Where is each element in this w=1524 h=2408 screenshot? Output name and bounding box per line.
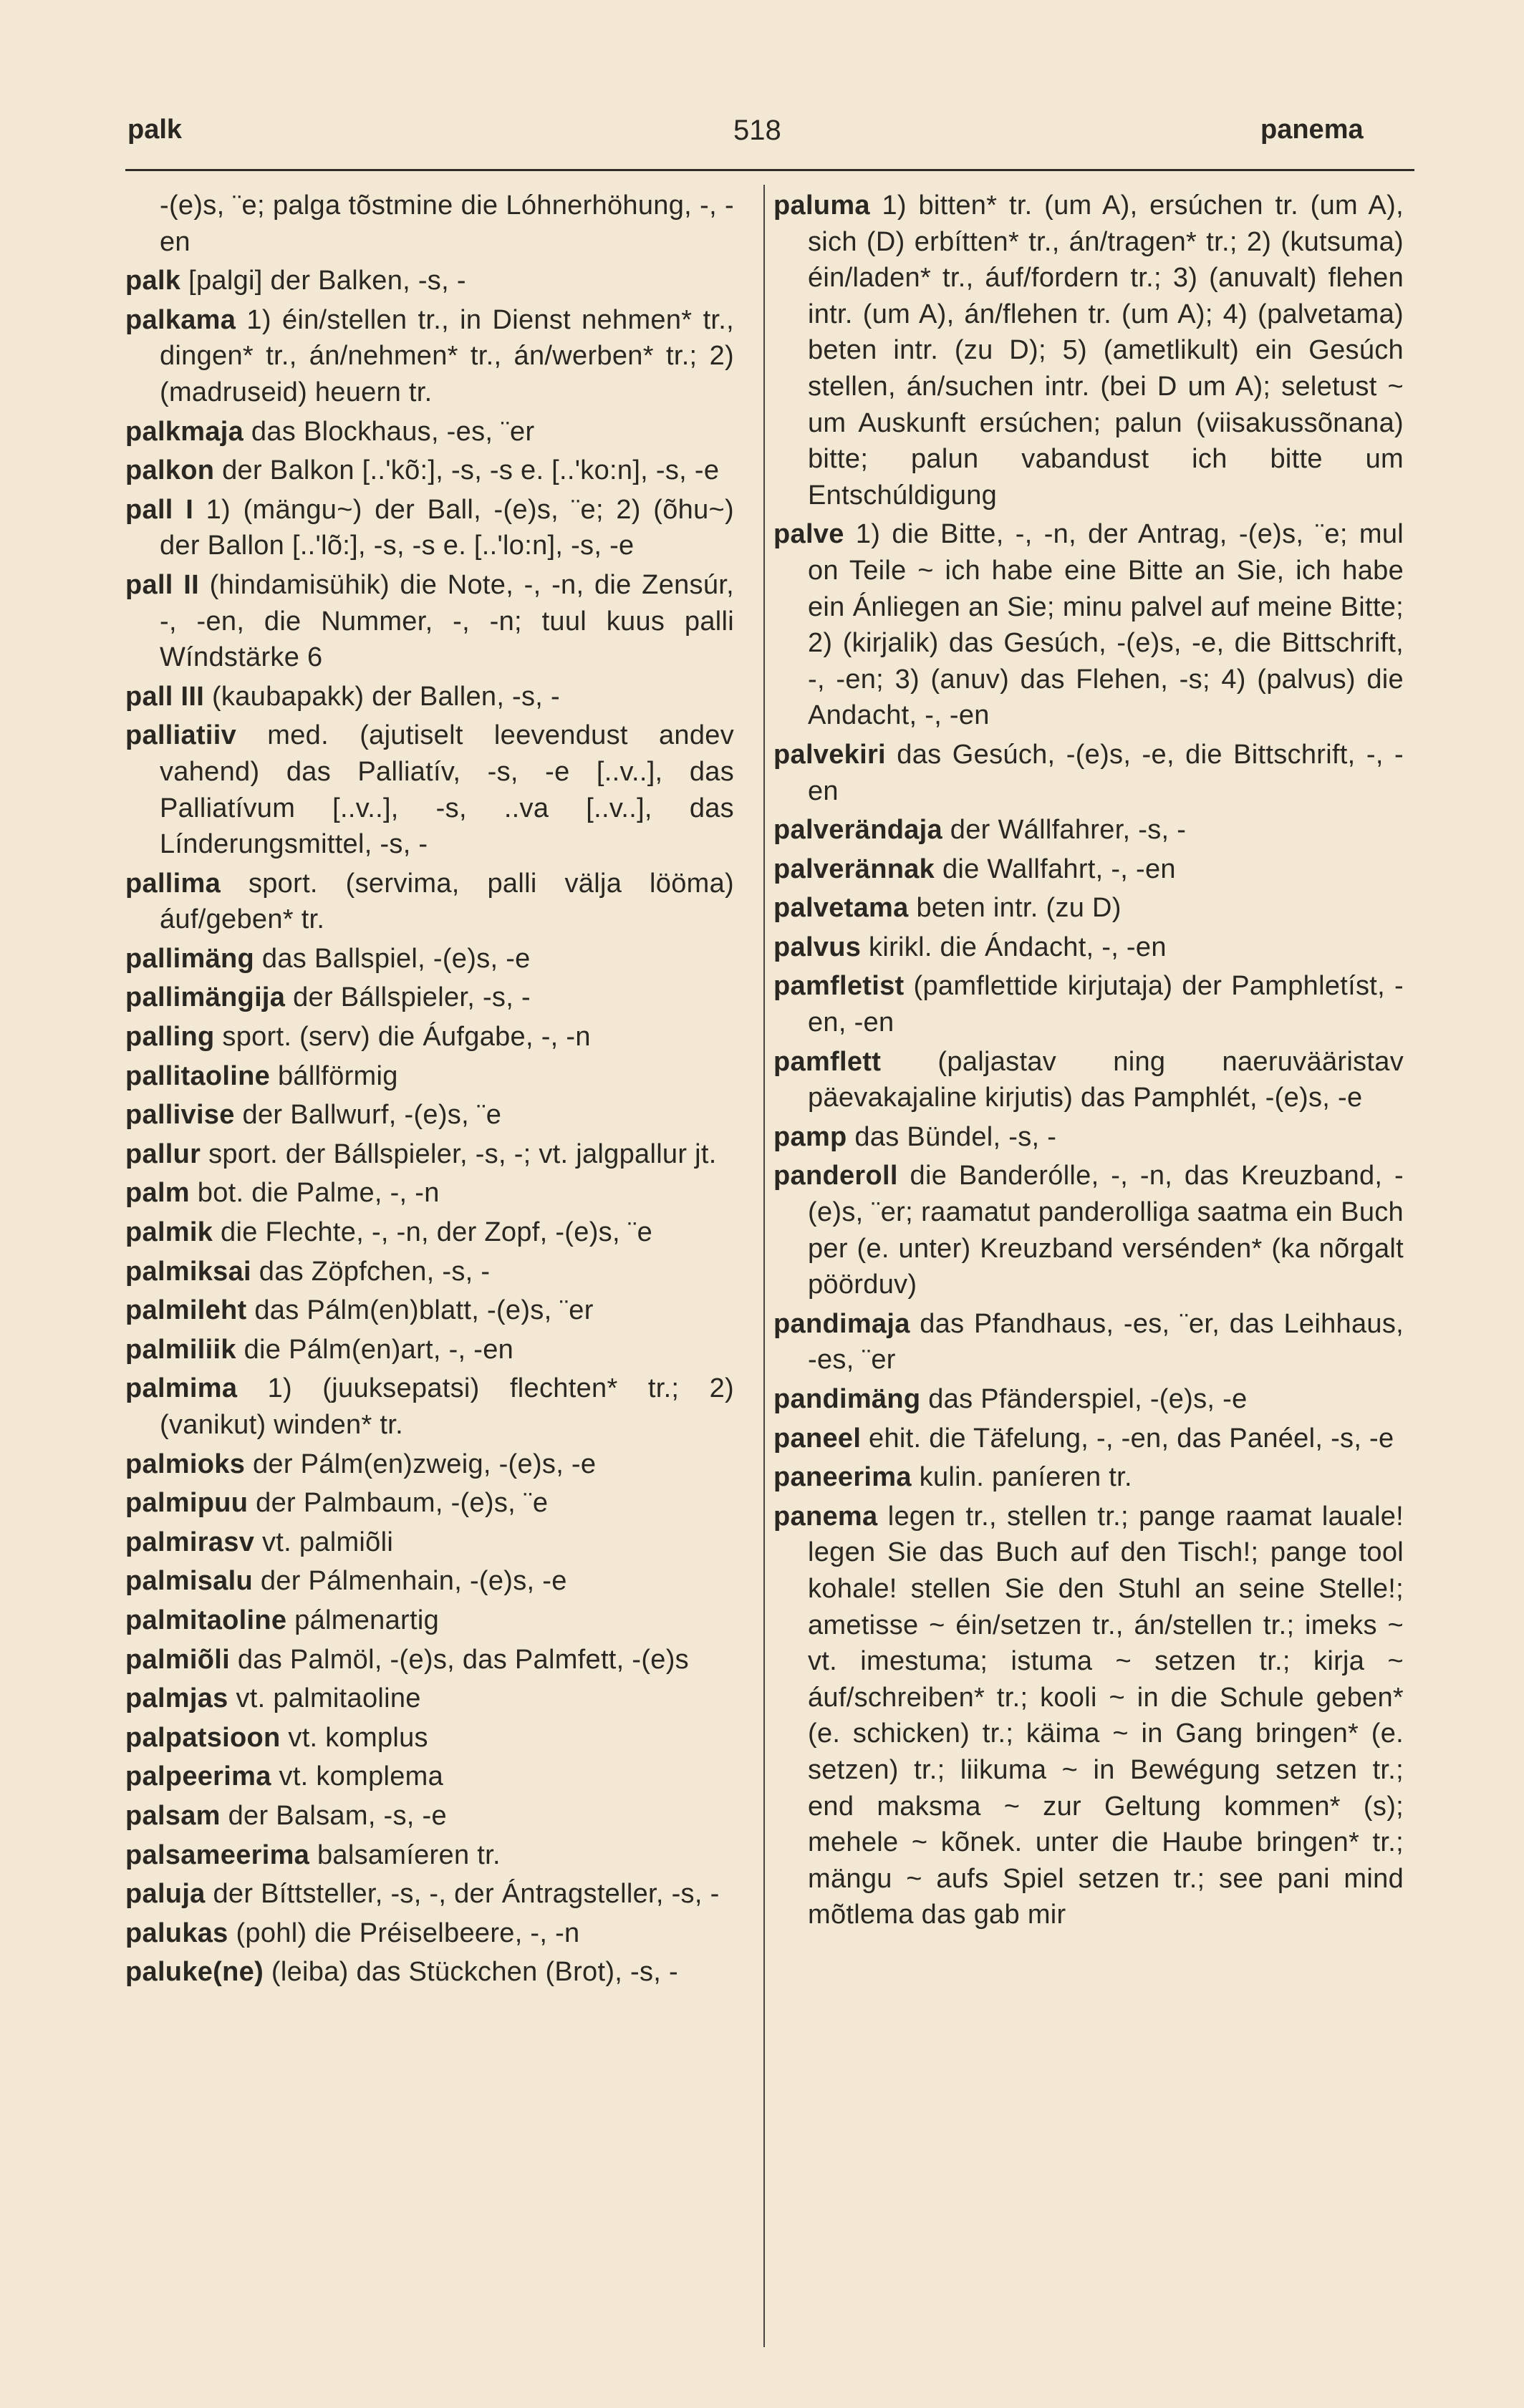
entry-definition: beten intr. (zu D) — [908, 893, 1122, 924]
entry-definition: bállförmig — [270, 1060, 398, 1091]
entry-headword: palliatiiv — [125, 720, 237, 751]
entry-definition: -(e)s, ¨e; palga tõstmine die Lóhnerhöhung, -, -en — [160, 190, 734, 257]
entry-definition: das Pfandhaus, -es, ¨er, das Leihhaus, -es, ¨er — [808, 1308, 1404, 1375]
entry-definition: 1) (juuksepatsi) flechten* tr.; 2) (vanikut) winden* tr. — [160, 1373, 734, 1440]
entry-definition: vt. palmiõli — [254, 1527, 394, 1557]
entry-definition: das Ballspiel, -(e)s, -e — [254, 943, 531, 974]
dictionary-entry — [125, 414, 734, 450]
entry-definition: das Gesúch, -(e)s, -e, die Bittschrift, -, -en — [808, 739, 1404, 806]
dictionary-entry — [125, 1175, 734, 1212]
entry-definition: legen tr., stellen tr.; pange raamat lauale! legen Sie das Buch auf den Tisch!; pange tool kohale! stellen Sie den Stuhl an seine Stelle!; ametisse ~ éin/setzen tr., án/stellen tr.; imeks ~ vt. imestuma; istuma ~ setzen tr.; kirja ~ áuf/schreiben* tr.; kooli ~ in die Schule geben* (e. schicken) tr.; käima ~ in Gang bringen* (e. setzen) tr.; liikuma ~ in Bewégung setzen tr.; end maksma ~ zur Geltung kommen* (s); mehele ~ kõnek. unter die Haube bringen* tr.; mängu ~ aufs Spiel setzen tr.; see pani mind mõtlema das gab mir — [808, 1501, 1404, 1930]
dictionary-entry — [773, 890, 1404, 927]
entry-definition: vt. palmitaoline — [228, 1683, 421, 1714]
entry-definition: der Palmbaum, -(e)s, ¨e — [248, 1488, 549, 1519]
dictionary-entry — [125, 1292, 734, 1329]
dictionary-entry — [125, 1254, 734, 1290]
dictionary-entry — [773, 1421, 1404, 1457]
dictionary-entry — [125, 1370, 734, 1443]
dictionary-entry — [125, 866, 734, 938]
entry-headword: palm — [125, 1178, 190, 1209]
header-rule — [125, 169, 1414, 171]
dictionary-entry — [125, 1798, 734, 1834]
dictionary-entry — [125, 492, 734, 564]
dictionary-entry — [125, 1446, 734, 1483]
dictionary-entry — [125, 717, 734, 862]
entry-headword: palukas — [125, 1918, 228, 1948]
entry-headword: palkama — [125, 304, 236, 335]
entry-definition: die Flechte, -, -n, der Zopf, -(e)s, ¨e — [213, 1217, 653, 1248]
entry-headword: palmima — [125, 1373, 238, 1404]
entry-headword: palmiõli — [125, 1644, 230, 1675]
dictionary-entry — [773, 851, 1404, 888]
entry-definition: der Wállfahrer, -s, - — [942, 815, 1187, 846]
entry-definition: pálmenartig — [286, 1605, 440, 1635]
entry-definition: 1) bitten* tr. (um A), ersúchen tr. (um A), sich (D) erbítten* tr., án/tragen* tr.; 2) (kutsuma) éin/laden* tr., áuf/fordern tr.; 3) (anuvalt) flehen intr. (um A), án/flehen tr. (um A); 4) (palvetama) beten intr. (zu D); 5) (ametlikult) ein Gesúch stellen, án/suchen intr. (bei D um A); seletust ~ um Auskunft ersúchen; palun (viisakussõnana) bitte; palun vabandust ich bitte um Entschúldigung — [808, 190, 1404, 511]
dictionary-entry — [773, 1119, 1404, 1156]
running-head-right: panema — [1260, 115, 1364, 145]
entry-headword: pandimäng — [773, 1384, 921, 1414]
entry-definition: das Bündel, -s, - — [847, 1121, 1057, 1152]
entry-definition: das Blockhaus, -es, ¨er — [243, 416, 535, 447]
dictionary-entry — [773, 516, 1404, 734]
entry-headword: palmirasv — [125, 1527, 255, 1557]
dictionary-entry — [125, 1097, 734, 1133]
entry-definition: die Wallfahrt, -, -en — [935, 854, 1176, 884]
entry-headword: pall III — [125, 681, 205, 712]
entry-headword: paneel — [773, 1423, 862, 1454]
dictionary-entry — [125, 1214, 734, 1251]
dictionary-entry — [125, 1759, 734, 1795]
entry-definition: sport. (servima, palli välja lööma) áuf/geben* tr. — [160, 868, 734, 935]
page-number: 518 — [733, 115, 781, 146]
right-column — [773, 188, 1404, 1936]
entry-definition: kirikl. die Ándacht, -, -en — [861, 932, 1167, 962]
entry-headword: pandimaja — [773, 1308, 910, 1339]
column-divider — [763, 185, 765, 2347]
entry-headword: palvetama — [773, 893, 909, 924]
entry-definition: sport. der Bállspieler, -s, -; vt. jalgpallur jt. — [201, 1138, 717, 1169]
entry-headword: paluja — [125, 1879, 206, 1910]
entry-headword: palverännak — [773, 854, 935, 884]
entry-definition: der Pálmenhain, -(e)s, -e — [253, 1566, 567, 1597]
entry-definition: (paljastav ning naeruvääristav päevakajaline kirjutis) das Pamphlét, -(e)s, -e — [808, 1046, 1404, 1113]
entry-headword: pamfletist — [773, 971, 905, 1002]
entry-definition: vt. komplus — [280, 1722, 428, 1753]
entry-headword: pallur — [125, 1138, 201, 1169]
entry-headword: pallimängija — [125, 982, 286, 1013]
dictionary-entry — [125, 1136, 734, 1173]
dictionary-entry — [773, 188, 1404, 513]
dictionary-entry — [125, 1915, 734, 1952]
entry-headword: palmik — [125, 1217, 213, 1248]
entry-definition: die Pálm(en)art, -, -en — [236, 1334, 514, 1365]
dictionary-entry — [125, 1876, 734, 1913]
dictionary-entry — [773, 968, 1404, 1040]
dictionary-entry — [125, 188, 734, 260]
dictionary-entry — [125, 1720, 734, 1756]
dictionary-entry — [125, 980, 734, 1016]
entry-definition: 1) (mängu~) der Ball, -(e)s, ¨e; 2) (õhu~) der Ballon [..'lõ:], -s, -s e. [..'lo:n], -s, -e — [160, 494, 734, 561]
dictionary-entry — [773, 1459, 1404, 1496]
dictionary-entry — [125, 1837, 734, 1874]
entry-headword: pallimäng — [125, 943, 255, 974]
entry-definition: ehit. die Täfelung, -, -en, das Panéel, -s, -e — [861, 1423, 1394, 1454]
entry-headword: palve — [773, 519, 844, 550]
entry-headword: palmioks — [125, 1449, 246, 1479]
entry-headword: panderoll — [773, 1161, 898, 1191]
entry-headword: panema — [773, 1501, 878, 1532]
entry-headword: palkmaja — [125, 416, 244, 447]
entry-headword: paneerima — [773, 1462, 912, 1493]
entry-definition: med. (ajutiselt leevendust andev vahend) das Palliatív, -s, -e [..v..], das Palliatívum [..v..], -s, ..va [..v..], das Línderungsmittel, -s, - — [160, 720, 734, 860]
entry-headword: palkon — [125, 455, 215, 486]
dictionary-entry — [125, 1642, 734, 1678]
entry-headword: palverändaja — [773, 815, 942, 846]
entry-headword: pallivise — [125, 1100, 235, 1131]
entry-definition: das Pfänderspiel, -(e)s, -e — [920, 1384, 1248, 1414]
entry-headword: pamflett — [773, 1046, 882, 1077]
entry-definition: das Pálm(en)blatt, -(e)s, ¨er — [246, 1295, 594, 1326]
dictionary-entry — [125, 1681, 734, 1717]
entry-definition: 1) die Bitte, -, -n, der Antrag, -(e)s, ¨e; mul on Teile ~ ich habe eine Bitte an Sie, ich habe ein Ánliegen an Sie; minu palvel auf meine Bitte; 2) (kirjalik) das Gesúch, -(e)s, -e, die Bittschrift, -, -en; 3) (anuv) das Flehen, -s; 4) (palvus) die Andacht, -, -en — [808, 519, 1404, 731]
dictionary-entry — [125, 567, 734, 676]
entry-headword: pall I — [125, 494, 194, 525]
entry-definition: (kaubapakk) der Ballen, -s, - — [204, 681, 560, 712]
dictionary-entry — [125, 302, 734, 411]
entry-headword: palpatsioon — [125, 1722, 281, 1753]
dictionary-entry — [125, 1954, 734, 1991]
dictionary-entry — [125, 1058, 734, 1095]
dictionary-entry — [773, 1499, 1404, 1933]
dictionary-entry — [125, 1019, 734, 1055]
dictionary-entry — [125, 263, 734, 299]
entry-definition: bot. die Palme, -, -n — [189, 1178, 440, 1209]
dictionary-entry — [125, 1563, 734, 1600]
entry-definition: (hindamisühik) die Note, -, -n, die Zensúr, -, -en, die Nummer, -, -n; tuul kuus palli Wíndstärke 6 — [160, 569, 735, 673]
entry-definition: der Ballwurf, -(e)s, ¨e — [234, 1100, 502, 1131]
entry-definition: der Pálm(en)zweig, -(e)s, -e — [245, 1449, 597, 1479]
entry-headword: paluke(ne) — [125, 1957, 264, 1988]
entry-definition: das Palmöl, -(e)s, das Palmfett, -(e)s — [229, 1644, 689, 1675]
dictionary-entry — [773, 1044, 1404, 1116]
entry-definition: balsamíeren tr. — [309, 1839, 501, 1870]
dictionary-entry — [125, 1332, 734, 1368]
entry-headword: palsameerima — [125, 1839, 310, 1870]
entry-definition: die Banderólle, -, -n, das Kreuzband, -(e)s, ¨er; raamatut panderolliga saatma ein Buch per (e. unter) Kreuzband versénden* (ka nõrgalt pöörduv) — [808, 1161, 1404, 1300]
entry-headword: palling — [125, 1022, 215, 1053]
dictionary-entry — [125, 941, 734, 977]
dictionary-entry — [125, 1524, 734, 1561]
entry-definition: der Balsam, -s, -e — [220, 1800, 447, 1831]
entry-definition: der Bíttsteller, -s, -, der Ántragsteller, -s, - — [205, 1879, 720, 1910]
entry-headword: pallitaoline — [125, 1060, 271, 1091]
entry-headword: palmisalu — [125, 1566, 253, 1597]
entry-headword: palpeerima — [125, 1761, 271, 1792]
entry-headword: palvus — [773, 932, 862, 962]
entry-headword: paluma — [773, 190, 870, 221]
entry-definition: der Bállspieler, -s, - — [285, 982, 531, 1013]
entry-definition: vt. komplema — [271, 1761, 444, 1792]
entry-definition: (pamflettide kirjutaja) der Pamphletíst, -en, -en — [808, 971, 1404, 1038]
entry-headword: palsam — [125, 1800, 221, 1831]
entry-headword: pall II — [125, 569, 199, 600]
dictionary-entry — [773, 1381, 1404, 1418]
entry-definition: der Balkon [..'kõ:], -s, -s e. [..'ko:n], -s, -e — [214, 455, 720, 486]
dictionary-entry — [125, 679, 734, 715]
entry-definition: (pohl) die Préiselbeere, -, -n — [228, 1918, 580, 1948]
entry-headword: palmiliik — [125, 1334, 236, 1365]
entry-definition: (leiba) das Stückchen (Brot), -s, - — [264, 1957, 678, 1988]
dictionary-entry — [773, 929, 1404, 966]
entry-headword: pamp — [773, 1121, 847, 1152]
entry-headword: palk — [125, 266, 181, 296]
entry-definition: das Zöpfchen, -s, - — [251, 1256, 491, 1287]
entry-headword: palvekiri — [773, 739, 886, 770]
dictionary-entry — [773, 737, 1404, 809]
dictionary-entry — [773, 1306, 1404, 1378]
entry-headword: palmipuu — [125, 1488, 249, 1519]
dictionary-entry — [773, 1158, 1404, 1302]
left-column — [125, 188, 734, 1993]
entry-definition: [palgi] der Balken, -s, - — [180, 266, 466, 296]
entry-headword: palmjas — [125, 1683, 228, 1714]
entry-headword: palmitaoline — [125, 1605, 287, 1635]
running-head-left: palk — [127, 115, 183, 145]
entry-definition: sport. (serv) die Áufgabe, -, -n — [214, 1022, 591, 1053]
entry-headword: palmileht — [125, 1295, 247, 1326]
entry-headword: palmiksai — [125, 1256, 251, 1287]
entry-headword: pallima — [125, 868, 221, 899]
dictionary-entry — [125, 1602, 734, 1639]
dictionary-entry — [773, 812, 1404, 848]
dictionary-entry — [125, 1485, 734, 1522]
dictionary-entry — [125, 453, 734, 489]
entry-definition: 1) éin/stellen tr., in Dienst nehmen* tr., dingen* tr., án/nehmen* tr., án/werben* tr.; 2) (madruseid) heuern tr. — [160, 304, 734, 407]
entry-definition: kulin. paníeren tr. — [911, 1462, 1132, 1493]
